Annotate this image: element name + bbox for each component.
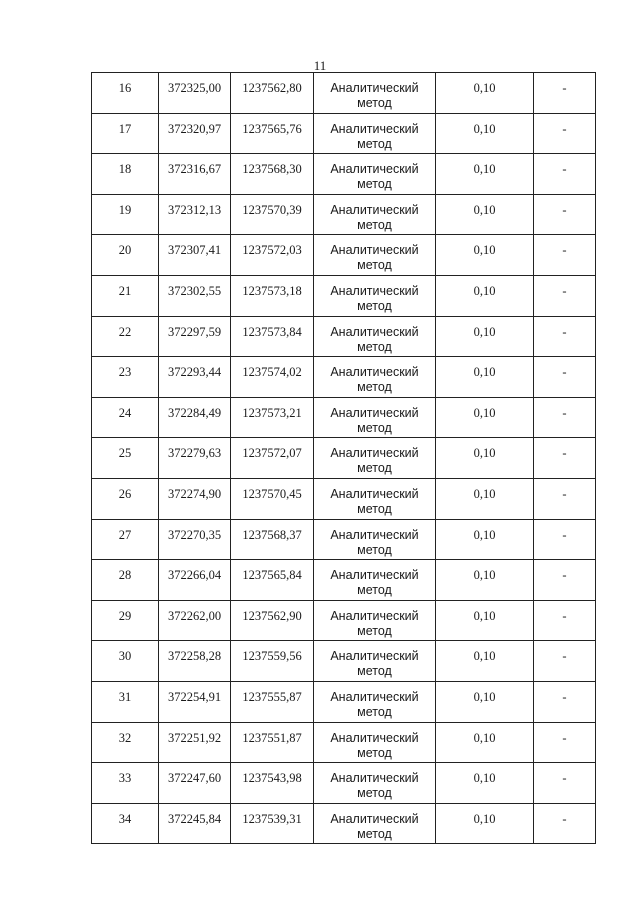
method-line-1: Аналитический [330, 283, 419, 298]
point-number-cell [92, 681, 159, 722]
y-coordinate-cell [231, 722, 314, 763]
coordinates-table [91, 72, 596, 844]
page-number: 11 [313, 58, 327, 73]
accuracy-cell [436, 519, 534, 560]
y-coordinate-cell [231, 397, 314, 438]
accuracy-cell [436, 154, 534, 195]
method-line-2: метод [357, 339, 392, 354]
point-number-cell [92, 275, 159, 316]
table-row [92, 478, 596, 519]
x-coordinate-value: 372293,44 [167, 365, 222, 380]
table-row [92, 722, 596, 763]
method-line-2: метод [357, 826, 392, 841]
accuracy-cell [436, 194, 534, 235]
x-coordinate-cell [159, 357, 231, 398]
table-row [92, 438, 596, 479]
method-line-2: метод [357, 258, 392, 273]
method-line-2: метод [357, 461, 392, 476]
method-line-2: метод [357, 136, 392, 151]
point-number-value: 34 [118, 811, 132, 826]
y-coordinate-value: 1237555,87 [242, 689, 302, 704]
point-number-cell [92, 235, 159, 276]
note-cell [534, 194, 596, 235]
method-cell [314, 194, 436, 235]
x-coordinate-cell [159, 438, 231, 479]
method-cell [314, 722, 436, 763]
y-coordinate-cell [231, 154, 314, 195]
y-coordinate-value: 1237568,30 [242, 162, 302, 177]
method-line-1: Аналитический [330, 689, 419, 704]
point-number-cell [92, 438, 159, 479]
point-number-cell [92, 316, 159, 357]
accuracy-cell [436, 641, 534, 682]
x-coordinate-cell [159, 600, 231, 641]
accuracy-value: 0,10 [473, 568, 496, 583]
y-coordinate-value: 1237573,18 [242, 283, 302, 298]
point-number-cell [92, 154, 159, 195]
y-coordinate-value: 1237562,90 [242, 608, 302, 623]
point-number-value: 25 [118, 446, 132, 461]
accuracy-value: 0,10 [473, 608, 496, 623]
method-line-2: метод [357, 786, 392, 801]
method-line-2: метод [357, 704, 392, 719]
method-line-2: метод [357, 542, 392, 557]
y-coordinate-cell [231, 73, 314, 114]
method-cell [314, 316, 436, 357]
accuracy-cell [436, 275, 534, 316]
y-coordinate-cell [231, 235, 314, 276]
note-value: - [562, 365, 567, 380]
point-number-cell [92, 357, 159, 398]
x-coordinate-cell [159, 316, 231, 357]
y-coordinate-cell [231, 316, 314, 357]
x-coordinate-cell [159, 235, 231, 276]
note-cell [534, 154, 596, 195]
note-cell [534, 275, 596, 316]
note-value: - [562, 568, 567, 583]
x-coordinate-value: 372316,67 [167, 162, 222, 177]
method-line-2: метод [357, 217, 392, 232]
y-coordinate-cell [231, 275, 314, 316]
method-line-2: метод [357, 664, 392, 679]
accuracy-value: 0,10 [473, 81, 496, 95]
x-coordinate-value: 372302,55 [167, 283, 222, 298]
accuracy-value: 0,10 [473, 405, 496, 420]
point-number-cell [92, 722, 159, 763]
method-line-1: Аналитический [330, 202, 419, 217]
note-value: - [562, 527, 567, 542]
method-cell [314, 763, 436, 804]
x-coordinate-value: 372245,84 [167, 811, 222, 826]
method-line-1: Аналитический [330, 811, 419, 826]
method-line-2: метод [357, 583, 392, 598]
point-number-value: 23 [118, 365, 132, 380]
y-coordinate-cell [231, 681, 314, 722]
method-cell [314, 275, 436, 316]
x-coordinate-cell [159, 641, 231, 682]
method-line-2: метод [357, 501, 392, 516]
note-value: - [562, 771, 567, 786]
table-row [92, 560, 596, 601]
method-line-1: Аналитический [330, 324, 419, 339]
method-cell [314, 803, 436, 844]
method-cell [314, 478, 436, 519]
y-coordinate-value: 1237565,76 [242, 121, 302, 136]
y-coordinate-cell [231, 763, 314, 804]
point-number-value: 16 [118, 81, 132, 95]
x-coordinate-cell [159, 73, 231, 114]
point-number-value: 32 [118, 730, 132, 745]
y-coordinate-value: 1237570,45 [242, 486, 302, 501]
x-coordinate-cell [159, 803, 231, 844]
note-value: - [562, 121, 567, 136]
method-line-1: Аналитический [330, 608, 419, 623]
note-value: - [562, 162, 567, 177]
method-line-1: Аналитический [330, 81, 419, 95]
y-coordinate-cell [231, 519, 314, 560]
note-cell [534, 113, 596, 154]
method-line-1: Аналитический [330, 243, 419, 258]
x-coordinate-cell [159, 194, 231, 235]
point-number-cell [92, 397, 159, 438]
note-value: - [562, 649, 567, 664]
accuracy-value: 0,10 [473, 324, 496, 339]
table-row [92, 275, 596, 316]
point-number-value: 20 [118, 243, 132, 258]
note-cell [534, 519, 596, 560]
x-coordinate-value: 372274,90 [167, 486, 222, 501]
note-cell [534, 560, 596, 601]
point-number-cell [92, 113, 159, 154]
y-coordinate-value: 1237539,31 [242, 811, 302, 826]
method-cell [314, 113, 436, 154]
table-row [92, 194, 596, 235]
accuracy-value: 0,10 [473, 365, 496, 380]
table-row [92, 357, 596, 398]
note-cell [534, 803, 596, 844]
point-number-value: 29 [118, 608, 132, 623]
y-coordinate-value: 1237572,03 [242, 243, 302, 258]
method-cell [314, 154, 436, 195]
note-cell [534, 641, 596, 682]
x-coordinate-value: 372279,63 [167, 446, 222, 461]
x-coordinate-value: 372320,97 [167, 121, 222, 136]
point-number-value: 27 [118, 527, 132, 542]
x-coordinate-value: 372254,91 [167, 689, 222, 704]
table-row [92, 600, 596, 641]
accuracy-cell [436, 681, 534, 722]
method-line-1: Аналитический [330, 405, 419, 420]
accuracy-value: 0,10 [473, 689, 496, 704]
note-value: - [562, 243, 567, 258]
table-row [92, 641, 596, 682]
point-number-value: 24 [118, 405, 132, 420]
x-coordinate-value: 372266,04 [167, 568, 222, 583]
method-cell [314, 357, 436, 398]
table-row [92, 803, 596, 844]
y-coordinate-value: 1237568,37 [242, 527, 302, 542]
method-line-1: Аналитический [330, 730, 419, 745]
note-cell [534, 235, 596, 276]
accuracy-value: 0,10 [473, 243, 496, 258]
point-number-cell [92, 763, 159, 804]
point-number-cell [92, 803, 159, 844]
table-row [92, 73, 596, 114]
point-number-cell [92, 73, 159, 114]
y-coordinate-cell [231, 194, 314, 235]
point-number-cell [92, 519, 159, 560]
table-row [92, 763, 596, 804]
method-line-1: Аналитический [330, 446, 419, 461]
accuracy-cell [436, 235, 534, 276]
y-coordinate-cell [231, 641, 314, 682]
accuracy-cell [436, 803, 534, 844]
note-cell [534, 478, 596, 519]
accuracy-value: 0,10 [473, 202, 496, 217]
note-value: - [562, 608, 567, 623]
accuracy-cell [436, 113, 534, 154]
method-line-1: Аналитический [330, 162, 419, 177]
x-coordinate-value: 372312,13 [167, 202, 222, 217]
accuracy-value: 0,10 [473, 283, 496, 298]
table-row [92, 681, 596, 722]
point-number-cell [92, 641, 159, 682]
method-line-2: метод [357, 420, 392, 435]
accuracy-cell [436, 397, 534, 438]
x-coordinate-cell [159, 113, 231, 154]
x-coordinate-value: 372325,00 [167, 81, 222, 95]
accuracy-cell [436, 763, 534, 804]
y-coordinate-cell [231, 438, 314, 479]
x-coordinate-cell [159, 478, 231, 519]
method-line-1: Аналитический [330, 568, 419, 583]
method-line-1: Аналитический [330, 527, 419, 542]
note-value: - [562, 202, 567, 217]
point-number-cell [92, 478, 159, 519]
x-coordinate-cell [159, 519, 231, 560]
y-coordinate-cell [231, 803, 314, 844]
note-value: - [562, 81, 567, 95]
method-line-1: Аналитический [330, 121, 419, 136]
x-coordinate-cell [159, 681, 231, 722]
x-coordinate-value: 372258,28 [167, 649, 222, 664]
x-coordinate-cell [159, 154, 231, 195]
point-number-value: 33 [118, 771, 132, 786]
note-value: - [562, 446, 567, 461]
x-coordinate-cell [159, 763, 231, 804]
point-number-cell [92, 194, 159, 235]
y-coordinate-cell [231, 357, 314, 398]
y-coordinate-value: 1237551,87 [242, 730, 302, 745]
accuracy-value: 0,10 [473, 730, 496, 745]
method-line-1: Аналитический [330, 365, 419, 380]
note-cell [534, 681, 596, 722]
accuracy-cell [436, 722, 534, 763]
table-row [92, 154, 596, 195]
table-body [92, 73, 596, 844]
x-coordinate-cell [159, 722, 231, 763]
method-cell [314, 600, 436, 641]
x-coordinate-value: 372270,35 [167, 527, 222, 542]
note-value: - [562, 405, 567, 420]
method-line-2: метод [357, 298, 392, 313]
note-cell [534, 357, 596, 398]
method-cell [314, 235, 436, 276]
accuracy-cell [436, 478, 534, 519]
y-coordinate-cell [231, 560, 314, 601]
y-coordinate-value: 1237572,07 [242, 446, 302, 461]
method-line-2: метод [357, 380, 392, 395]
note-cell [534, 763, 596, 804]
accuracy-value: 0,10 [473, 486, 496, 501]
method-line-2: метод [357, 96, 392, 110]
accuracy-value: 0,10 [473, 121, 496, 136]
point-number-value: 28 [118, 568, 132, 583]
y-coordinate-value: 1237574,02 [242, 365, 302, 380]
accuracy-cell [436, 357, 534, 398]
accuracy-value: 0,10 [473, 162, 496, 177]
table-row [92, 235, 596, 276]
method-line-1: Аналитический [330, 771, 419, 786]
method-cell [314, 397, 436, 438]
y-coordinate-cell [231, 113, 314, 154]
y-coordinate-value: 1237562,80 [242, 81, 302, 95]
note-cell [534, 316, 596, 357]
x-coordinate-cell [159, 560, 231, 601]
method-line-1: Аналитический [330, 649, 419, 664]
x-coordinate-value: 372251,92 [167, 730, 222, 745]
accuracy-cell [436, 600, 534, 641]
accuracy-value: 0,10 [473, 649, 496, 664]
point-number-value: 26 [118, 486, 132, 501]
point-number-value: 31 [118, 689, 132, 704]
note-value: - [562, 730, 567, 745]
note-cell [534, 73, 596, 114]
table-row [92, 113, 596, 154]
method-line-2: метод [357, 177, 392, 192]
method-cell [314, 438, 436, 479]
method-cell [314, 519, 436, 560]
y-coordinate-value: 1237573,21 [242, 405, 302, 420]
point-number-value: 19 [118, 202, 132, 217]
table-row [92, 397, 596, 438]
note-cell [534, 438, 596, 479]
point-number-value: 17 [118, 121, 132, 136]
note-cell [534, 397, 596, 438]
accuracy-cell [436, 560, 534, 601]
accuracy-value: 0,10 [473, 446, 496, 461]
x-coordinate-cell [159, 397, 231, 438]
note-value: - [562, 324, 567, 339]
method-line-2: метод [357, 623, 392, 638]
y-coordinate-value: 1237565,84 [242, 568, 302, 583]
table-row [92, 316, 596, 357]
point-number-value: 30 [118, 649, 132, 664]
y-coordinate-value: 1237570,39 [242, 202, 302, 217]
accuracy-value: 0,10 [473, 811, 496, 826]
accuracy-cell [436, 438, 534, 479]
accuracy-cell [436, 316, 534, 357]
point-number-cell [92, 560, 159, 601]
x-coordinate-value: 372247,60 [167, 771, 222, 786]
accuracy-value: 0,10 [473, 527, 496, 542]
x-coordinate-cell [159, 275, 231, 316]
y-coordinate-value: 1237559,56 [242, 649, 302, 664]
point-number-value: 18 [118, 162, 132, 177]
method-cell [314, 73, 436, 114]
x-coordinate-value: 372284,49 [167, 405, 222, 420]
y-coordinate-cell [231, 600, 314, 641]
method-cell [314, 681, 436, 722]
y-coordinate-value: 1237543,98 [242, 771, 302, 786]
point-number-value: 22 [118, 324, 132, 339]
note-value: - [562, 811, 567, 826]
accuracy-value: 0,10 [473, 771, 496, 786]
note-cell [534, 722, 596, 763]
note-cell [534, 600, 596, 641]
note-value: - [562, 689, 567, 704]
point-number-value: 21 [118, 283, 132, 298]
x-coordinate-value: 372307,41 [167, 243, 222, 258]
x-coordinate-value: 372297,59 [167, 324, 222, 339]
accuracy-cell [436, 73, 534, 114]
y-coordinate-value: 1237573,84 [242, 324, 302, 339]
point-number-cell [92, 600, 159, 641]
x-coordinate-value: 372262,00 [167, 608, 222, 623]
method-cell [314, 560, 436, 601]
note-value: - [562, 486, 567, 501]
method-line-2: метод [357, 745, 392, 760]
y-coordinate-cell [231, 478, 314, 519]
method-line-1: Аналитический [330, 486, 419, 501]
note-value: - [562, 283, 567, 298]
method-cell [314, 641, 436, 682]
table-row [92, 519, 596, 560]
